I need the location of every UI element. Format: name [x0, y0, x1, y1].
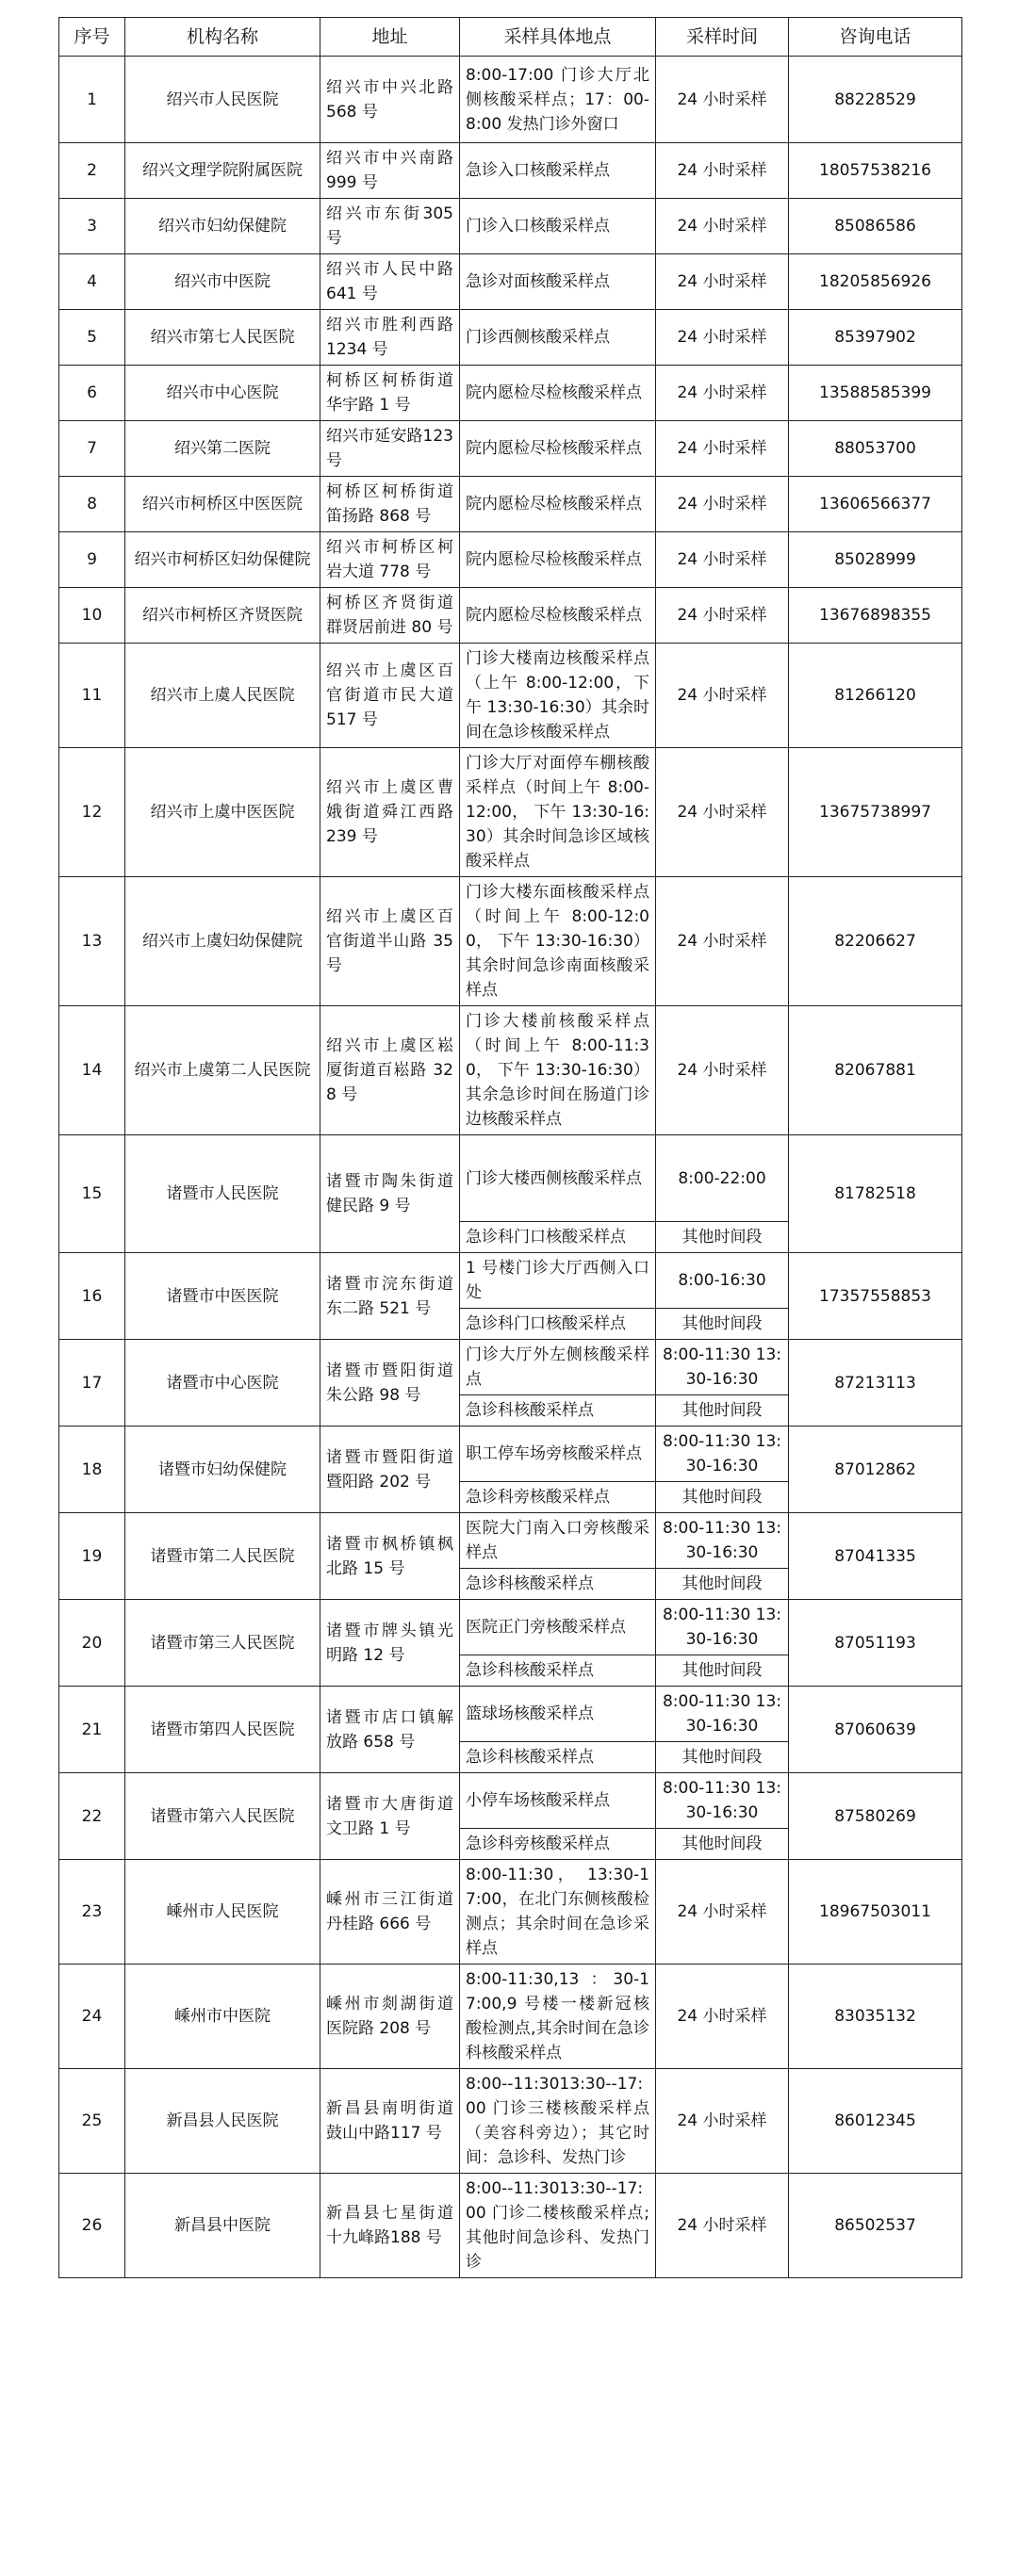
institution-name: 绍兴市中医院 [125, 254, 320, 310]
row-number: 22 [59, 1773, 125, 1860]
sampling-site: 院内愿检尽检核酸采样点 [460, 477, 656, 532]
sampling-site: 8:00-11:30， 13:30-17:00，在北门东侧核酸检测点；其余时间在急诊采样点 [460, 1860, 656, 1965]
institution-name: 绍兴市人民医院 [125, 57, 320, 143]
row-number: 16 [59, 1253, 125, 1340]
row-number: 10 [59, 588, 125, 644]
sampling-site: 门诊大厅对面停车棚核酸采样点（时间上午 8:00-12:00， 下午 13:30-16:30）其余时间急诊区域核酸采样点 [460, 748, 656, 877]
sampling-time: 24 小时采样 [656, 532, 789, 588]
institution-name: 诸暨市第六人民医院 [125, 1773, 320, 1860]
row-number: 20 [59, 1600, 125, 1687]
table-row [59, 366, 962, 421]
table-row [59, 477, 962, 532]
institution-address: 诸暨市暨阳街道暨阳路 202 号 [320, 1427, 460, 1513]
institution-name: 绍兴市上虞中医医院 [125, 748, 320, 877]
sampling-site: 小停车场核酸采样点 [460, 1773, 656, 1829]
header-sampling-time: 采样时间 [656, 18, 789, 57]
institution-address: 诸暨市暨阳街道朱公路 98 号 [320, 1340, 460, 1427]
sampling-time: 24 小时采样 [656, 1006, 789, 1135]
row-number: 14 [59, 1006, 125, 1135]
header-phone: 咨询电话 [789, 18, 962, 57]
table-row [59, 1340, 962, 1395]
table-row [59, 1860, 962, 1965]
institution-name: 诸暨市中医医院 [125, 1253, 320, 1340]
table-row [59, 2174, 962, 2278]
sampling-site: 职工停车场旁核酸采样点 [460, 1427, 656, 1482]
sampling-site: 门诊西侧核酸采样点 [460, 310, 656, 366]
sampling-site: 门诊大楼南边核酸采样点（上午 8:00-12:00，下午 13:30-16:30）其余时间在急诊核酸采样点 [460, 644, 656, 748]
contact-phone: 82206627 [789, 877, 962, 1006]
sampling-site: 8:00--11:3013:30--17:00 门诊二楼核酸采样点;其他时间急诊科、发热门诊 [460, 2174, 656, 2278]
sampling-time: 其他时间段 [656, 1482, 789, 1513]
sampling-site: 急诊科核酸采样点 [460, 1395, 656, 1427]
contact-phone: 17357558853 [789, 1253, 962, 1340]
row-number: 13 [59, 877, 125, 1006]
institution-address: 绍兴市东街305 号 [320, 199, 460, 254]
institution-name: 诸暨市人民医院 [125, 1135, 320, 1253]
table-row [59, 2069, 962, 2174]
sampling-site: 急诊对面核酸采样点 [460, 254, 656, 310]
institution-name: 诸暨市第四人民医院 [125, 1687, 320, 1773]
sampling-site: 急诊科核酸采样点 [460, 1655, 656, 1687]
sampling-time: 8:00-11:30 13:30-16:30 [656, 1687, 789, 1742]
sampling-time: 8:00-11:30 13:30-16:30 [656, 1513, 789, 1569]
sampling-time: 24 小时采样 [656, 366, 789, 421]
institution-name: 绍兴市柯桥区中医医院 [125, 477, 320, 532]
header-sampling-site: 采样具体地点 [460, 18, 656, 57]
institution-name: 诸暨市中心医院 [125, 1340, 320, 1427]
contact-phone: 18205856926 [789, 254, 962, 310]
header-number: 序号 [59, 18, 125, 57]
institution-address: 绍兴市上虞区百官街道市民大道 517 号 [320, 644, 460, 748]
institution-address: 新昌县南明街道鼓山中路117 号 [320, 2069, 460, 2174]
institution-address: 诸暨市店口镇解放路 658 号 [320, 1687, 460, 1773]
institution-address: 绍兴市上虞区崧厦街道百崧路 328 号 [320, 1006, 460, 1135]
contact-phone: 85028999 [789, 532, 962, 588]
table-row [59, 1600, 962, 1655]
institution-name: 绍兴市柯桥区齐贤医院 [125, 588, 320, 644]
table-row [59, 1253, 962, 1309]
row-number: 23 [59, 1860, 125, 1965]
sampling-time: 其他时间段 [656, 1395, 789, 1427]
sampling-time: 其他时间段 [656, 1309, 789, 1340]
sampling-time: 24 小时采样 [656, 143, 789, 199]
sampling-time: 24 小时采样 [656, 421, 789, 477]
sampling-time: 24 小时采样 [656, 57, 789, 143]
institution-address: 诸暨市陶朱街道健民路 9 号 [320, 1135, 460, 1253]
institution-address: 柯桥区齐贤街道群贤居前进 80 号 [320, 588, 460, 644]
table-row [59, 1427, 962, 1482]
contact-phone: 87580269 [789, 1773, 962, 1860]
institution-address: 绍兴市延安路123 号 [320, 421, 460, 477]
sampling-time: 其他时间段 [656, 1742, 789, 1773]
sampling-site: 门诊大厅外左侧核酸采样点 [460, 1340, 656, 1395]
institution-name: 绍兴市上虞妇幼保健院 [125, 877, 320, 1006]
institution-address: 绍兴市上虞区曹娥街道舜江西路 239 号 [320, 748, 460, 877]
sampling-site: 门诊大楼前核酸采样点（时间上午 8:00-11:30， 下午 13:30-16:30）其余急诊时间在肠道门诊边核酸采样点 [460, 1006, 656, 1135]
sampling-time: 24 小时采样 [656, 477, 789, 532]
table-row [59, 1135, 962, 1222]
institution-name: 绍兴市第七人民医院 [125, 310, 320, 366]
table-row [59, 1965, 962, 2069]
sampling-site: 医院大门南入口旁核酸采样点 [460, 1513, 656, 1569]
institution-name: 绍兴文理学院附属医院 [125, 143, 320, 199]
row-number: 6 [59, 366, 125, 421]
sampling-site: 院内愿检尽检核酸采样点 [460, 532, 656, 588]
table-row [59, 310, 962, 366]
sampling-time: 24 小时采样 [656, 1860, 789, 1965]
sampling-site: 急诊入口核酸采样点 [460, 143, 656, 199]
institution-name: 绍兴市妇幼保健院 [125, 199, 320, 254]
table-row [59, 1006, 962, 1135]
institution-address: 绍兴市上虞区百官街道半山路 35 号 [320, 877, 460, 1006]
sampling-time: 8:00-22:00 [656, 1135, 789, 1222]
sampling-time: 24 小时采样 [656, 588, 789, 644]
sampling-site: 院内愿检尽检核酸采样点 [460, 421, 656, 477]
sampling-site: 门诊大楼东面核酸采样点（时间上午 8:00-12:00， 下午 13:30-16:30）其余时间急诊南面核酸采样点 [460, 877, 656, 1006]
contact-phone: 83035132 [789, 1965, 962, 2069]
institution-address: 绍兴市胜利西路 1234 号 [320, 310, 460, 366]
contact-phone: 81782518 [789, 1135, 962, 1253]
institution-name: 绍兴第二医院 [125, 421, 320, 477]
row-number: 25 [59, 2069, 125, 2174]
sampling-sites-table [58, 17, 962, 2278]
row-number: 17 [59, 1340, 125, 1427]
row-number: 26 [59, 2174, 125, 2278]
contact-phone: 86502537 [789, 2174, 962, 2278]
table-row [59, 254, 962, 310]
row-number: 18 [59, 1427, 125, 1513]
sampling-site: 院内愿检尽检核酸采样点 [460, 366, 656, 421]
institution-address: 诸暨市浣东街道东二路 521 号 [320, 1253, 460, 1340]
sampling-site: 1 号楼门诊大厅西侧入口处 [460, 1253, 656, 1309]
row-number: 4 [59, 254, 125, 310]
contact-phone: 13675738997 [789, 748, 962, 877]
sampling-site: 院内愿检尽检核酸采样点 [460, 588, 656, 644]
institution-name: 嵊州市人民医院 [125, 1860, 320, 1965]
table-row [59, 532, 962, 588]
sampling-site: 8:00-17:00 门诊大厅北侧核酸采样点；17：00-8:00 发热门诊外窗口 [460, 57, 656, 143]
institution-address: 诸暨市枫桥镇枫北路 15 号 [320, 1513, 460, 1600]
contact-phone: 87060639 [789, 1687, 962, 1773]
contact-phone: 88053700 [789, 421, 962, 477]
sampling-time: 24 小时采样 [656, 644, 789, 748]
sampling-site: 门诊大楼西侧核酸采样点 [460, 1135, 656, 1222]
table-row [59, 1513, 962, 1569]
contact-phone: 13606566377 [789, 477, 962, 532]
institution-name: 绍兴市中心医院 [125, 366, 320, 421]
table-row [59, 199, 962, 254]
institution-address: 诸暨市大唐街道文卫路 1 号 [320, 1773, 460, 1860]
sampling-time: 其他时间段 [656, 1222, 789, 1253]
row-number: 12 [59, 748, 125, 877]
institution-address: 柯桥区柯桥街道笛扬路 868 号 [320, 477, 460, 532]
institution-address: 诸暨市牌头镇光明路 12 号 [320, 1600, 460, 1687]
sampling-time: 24 小时采样 [656, 2069, 789, 2174]
sampling-time: 24 小时采样 [656, 1965, 789, 2069]
sampling-time: 24 小时采样 [656, 310, 789, 366]
institution-address: 新昌县七星街道十九峰路188 号 [320, 2174, 460, 2278]
contact-phone: 18057538216 [789, 143, 962, 199]
institution-name: 新昌县人民医院 [125, 2069, 320, 2174]
table-row [59, 877, 962, 1006]
row-number: 5 [59, 310, 125, 366]
table-row [59, 644, 962, 748]
sampling-time: 8:00-11:30 13:30-16:30 [656, 1773, 789, 1829]
institution-address: 柯桥区柯桥街道华宇路 1 号 [320, 366, 460, 421]
contact-phone: 87041335 [789, 1513, 962, 1600]
sampling-site: 急诊科门口核酸采样点 [460, 1309, 656, 1340]
row-number: 24 [59, 1965, 125, 2069]
contact-phone: 82067881 [789, 1006, 962, 1135]
sampling-site: 急诊科旁核酸采样点 [460, 1829, 656, 1860]
sampling-time: 其他时间段 [656, 1569, 789, 1600]
institution-address: 绍兴市人民中路 641 号 [320, 254, 460, 310]
institution-name: 绍兴市柯桥区妇幼保健院 [125, 532, 320, 588]
table-row [59, 748, 962, 877]
table-row [59, 143, 962, 199]
sampling-time: 24 小时采样 [656, 199, 789, 254]
institution-address: 嵊州市剡湖街道医院路 208 号 [320, 1965, 460, 2069]
contact-phone: 87213113 [789, 1340, 962, 1427]
contact-phone: 87012862 [789, 1427, 962, 1513]
contact-phone: 18967503011 [789, 1860, 962, 1965]
institution-address: 绍兴市中兴南路 999 号 [320, 143, 460, 199]
institution-name: 诸暨市妇幼保健院 [125, 1427, 320, 1513]
sampling-site: 门诊入口核酸采样点 [460, 199, 656, 254]
institution-address: 嵊州市三江街道丹桂路 666 号 [320, 1860, 460, 1965]
sampling-site: 急诊科核酸采样点 [460, 1742, 656, 1773]
sampling-time: 24 小时采样 [656, 748, 789, 877]
sampling-time: 8:00-11:30 13:30-16:30 [656, 1600, 789, 1655]
header-address: 地址 [320, 18, 460, 57]
contact-phone: 87051193 [789, 1600, 962, 1687]
row-number: 9 [59, 532, 125, 588]
contact-phone: 88228529 [789, 57, 962, 143]
sampling-site: 8:00--11:3013:30--17:00 门诊三楼核酸采样点（美容科旁边）；其它时间：急诊科、发热门诊 [460, 2069, 656, 2174]
contact-phone: 81266120 [789, 644, 962, 748]
row-number: 21 [59, 1687, 125, 1773]
table-row [59, 57, 962, 143]
sampling-site: 急诊科核酸采样点 [460, 1569, 656, 1600]
row-number: 2 [59, 143, 125, 199]
sampling-time: 其他时间段 [656, 1655, 789, 1687]
sampling-time: 24 小时采样 [656, 877, 789, 1006]
table-row [59, 421, 962, 477]
row-number: 3 [59, 199, 125, 254]
row-number: 1 [59, 57, 125, 143]
sampling-time: 24 小时采样 [656, 2174, 789, 2278]
institution-name: 嵊州市中医院 [125, 1965, 320, 2069]
sampling-site: 急诊科旁核酸采样点 [460, 1482, 656, 1513]
table-row [59, 588, 962, 644]
institution-name: 诸暨市第三人民医院 [125, 1600, 320, 1687]
institution-name: 绍兴市上虞人民医院 [125, 644, 320, 748]
contact-phone: 13676898355 [789, 588, 962, 644]
sampling-site: 8:00-11:30,13 ：30-17:00,9 号楼一楼新冠核酸检测点,其余时间在急诊科核酸采样点 [460, 1965, 656, 2069]
header-institution: 机构名称 [125, 18, 320, 57]
header-row [59, 18, 962, 57]
sampling-time: 其他时间段 [656, 1829, 789, 1860]
institution-address: 绍兴市柯桥区柯岩大道 778 号 [320, 532, 460, 588]
sampling-site: 急诊科门口核酸采样点 [460, 1222, 656, 1253]
sampling-time: 8:00-11:30 13:30-16:30 [656, 1340, 789, 1395]
sampling-time: 8:00-16:30 [656, 1253, 789, 1309]
table-row [59, 1773, 962, 1829]
row-number: 19 [59, 1513, 125, 1600]
contact-phone: 85397902 [789, 310, 962, 366]
sampling-site: 篮球场核酸采样点 [460, 1687, 656, 1742]
contact-phone: 13588585399 [789, 366, 962, 421]
row-number: 15 [59, 1135, 125, 1253]
sampling-time: 8:00-11:30 13:30-16:30 [656, 1427, 789, 1482]
row-number: 8 [59, 477, 125, 532]
institution-address: 绍兴市中兴北路 568 号 [320, 57, 460, 143]
institution-name: 诸暨市第二人民医院 [125, 1513, 320, 1600]
row-number: 7 [59, 421, 125, 477]
sampling-time: 24 小时采样 [656, 254, 789, 310]
institution-name: 新昌县中医院 [125, 2174, 320, 2278]
institution-name: 绍兴市上虞第二人民医院 [125, 1006, 320, 1135]
sampling-site: 医院正门旁核酸采样点 [460, 1600, 656, 1655]
table-row [59, 1687, 962, 1742]
contact-phone: 85086586 [789, 199, 962, 254]
contact-phone: 86012345 [789, 2069, 962, 2174]
row-number: 11 [59, 644, 125, 748]
